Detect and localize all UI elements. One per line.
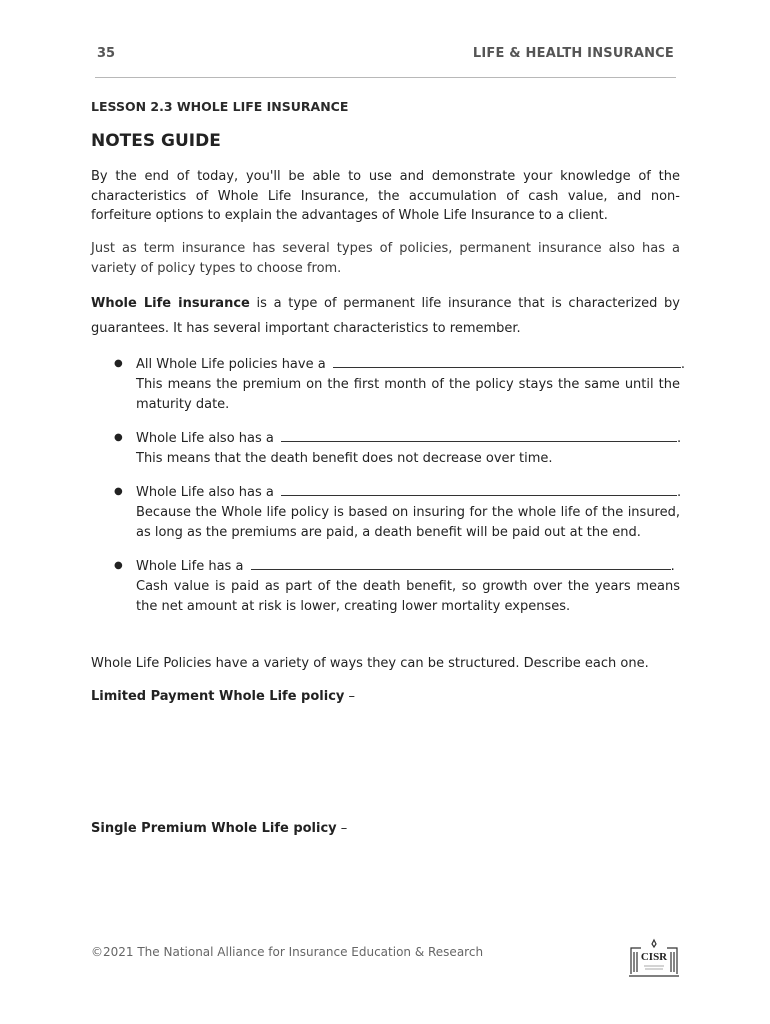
bullet-explanation: Cash value is paid as part of the death benefit, so growth over the years means the net amount at risk is lower, creating lower mortality expenses. [136, 579, 680, 614]
header-divider [95, 77, 676, 78]
single-premium-label [91, 819, 347, 839]
bullet-lead-line: Whole Life also has a . [136, 482, 680, 503]
single-premium-text: Single Premium Whole Life policy [91, 821, 337, 836]
bullet-lead: Whole Life also has a [136, 485, 274, 500]
structured-prompt: Whole Life Policies have a variety of ways they can be structured. Describe each one. [91, 656, 649, 671]
bullet-icon: ● [114, 560, 123, 571]
bullet-lead: Whole Life has a [136, 559, 244, 574]
footer-copyright: ©2021 The National Alliance for Insurance Education & Research [91, 945, 484, 959]
intro-paragraph: By the end of today, you'll be able to use and demonstrate your knowledge of the characteristics of Whole Life Insurance, the accumulation of cash value, and non-forfeiture options to explain the advantages of Whole Life Insurance to a client. [91, 169, 680, 223]
fill-in-blank [333, 354, 681, 368]
bullet-icon: ● [114, 486, 123, 497]
fill-in-blank [281, 482, 677, 496]
fill-in-blank [281, 428, 677, 442]
logo-lettering: CISR [640, 951, 668, 963]
bullet-lead-line: Whole Life has a . [136, 556, 680, 577]
whole-life-definition-text: is a type of permanent life insurance that is characterized by guarantees. It has several important characteristics to remember. [91, 296, 680, 336]
whole-life-definition [91, 291, 680, 341]
cisr-logo [628, 938, 680, 978]
bullet-lead-line: Whole Life also has a . [136, 428, 680, 449]
limited-payment-text: Limited Payment Whole Life policy [91, 689, 345, 704]
bullet-explanation: This means that the death benefit does not decrease over time. [136, 451, 553, 466]
list-item [91, 556, 680, 617]
notes-guide-heading: NOTES GUIDE [91, 131, 221, 151]
bullet-lead: All Whole Life policies have a [136, 357, 326, 372]
running-header: LIFE & HEALTH INSURANCE [472, 46, 674, 61]
label-dash: – [344, 689, 356, 704]
bullet-explanation: Because the Whole life policy is based on insuring for the whole life of the insured, as long as the premiums are paid, a death benefit will be paid out at the end. [136, 505, 680, 540]
policy-types-paragraph: Just as term insurance has several types of policies, permanent insurance also has a variety of policy types to choose from. [91, 241, 680, 276]
list-item [91, 482, 680, 543]
characteristics-list [91, 354, 685, 630]
list-item [91, 354, 685, 415]
bullet-lead-line: All Whole Life policies have a . [136, 354, 680, 375]
fill-in-blank [251, 556, 671, 570]
lesson-title: LESSON 2.3 WHOLE LIFE INSURANCE [91, 99, 349, 114]
bullet-explanation: This means the premium on the first month of the policy stays the same until the maturity date. [136, 377, 680, 412]
bullet-icon: ● [114, 432, 123, 443]
whole-life-term: Whole Life insurance [91, 296, 250, 311]
list-item [91, 428, 680, 469]
label-dash: – [336, 821, 348, 836]
bullet-icon: ● [114, 358, 123, 369]
limited-payment-label [91, 687, 355, 707]
page-number: 35 [97, 46, 116, 61]
bullet-lead: Whole Life also has a [136, 431, 274, 446]
